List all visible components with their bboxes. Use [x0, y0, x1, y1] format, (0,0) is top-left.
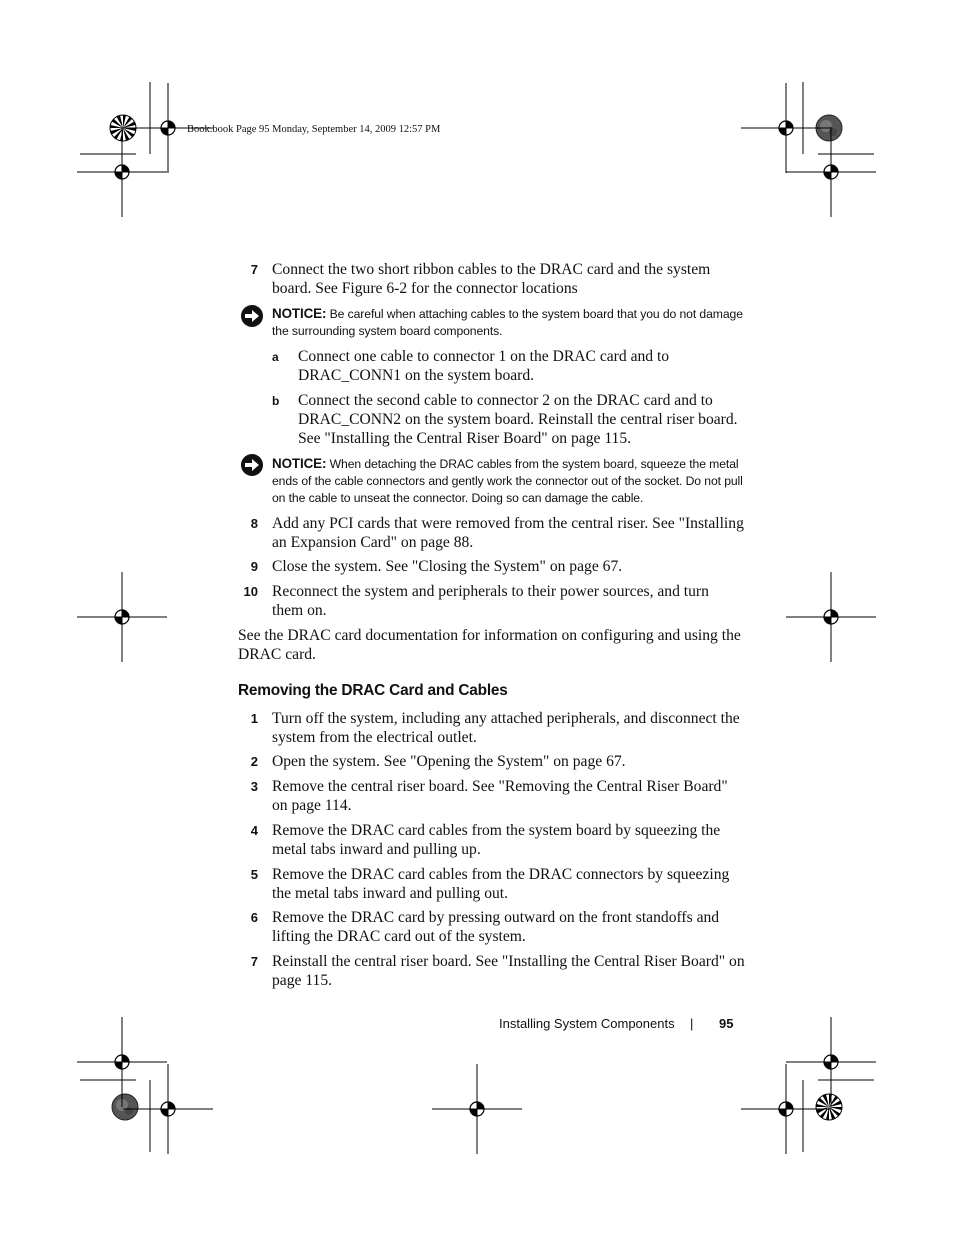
- step-number: 1: [250, 711, 258, 726]
- section-heading: Removing the DRAC Card and Cables: [238, 682, 508, 699]
- step-number: 3: [250, 779, 258, 794]
- step-number: 7: [250, 262, 258, 277]
- step-number: 7: [250, 954, 258, 969]
- footer-section-title: Installing System Components: [499, 1016, 675, 1031]
- step-number: 6: [250, 910, 258, 925]
- step-number: 8: [250, 516, 258, 531]
- step-text: Remove the DRAC card by pressing outward on the front standoffs and lifting the DRAC card out of the system.: [272, 909, 720, 945]
- step-text: Remove the DRAC card cables from the DRAC connectors by squeezing the metal tabs inward and pulling out.: [272, 866, 730, 902]
- body-paragraph: See the DRAC card documentation for information on configuring and using the DRAC card.: [238, 627, 741, 663]
- footer-separator: |: [690, 1016, 694, 1031]
- step-text: Open the system. See "Opening the System" on page 67.: [272, 753, 626, 770]
- step-number: 2: [250, 754, 258, 769]
- notice-label: NOTICE:: [272, 306, 327, 321]
- notice-2: [272, 455, 747, 507]
- notice-icon: [240, 453, 264, 477]
- step-text: Reinstall the central riser board. See "Installing the Central Riser Board" on page 115.: [272, 953, 745, 989]
- notice-text: Be careful when attaching cables to the system board that you do not damage the surrounding system board components.: [272, 307, 743, 338]
- step-text: Close the system. See "Closing the System" on page 67.: [272, 558, 623, 575]
- substep-letter: b: [272, 394, 280, 408]
- step-text: Connect the two short ribbon cables to the DRAC card and the system board. See Figure 6-2 for the connector locations: [272, 261, 711, 297]
- notice-label: NOTICE:: [272, 456, 327, 471]
- step-text: Remove the DRAC card cables from the system board by squeezing the metal tabs inward and pulling up.: [272, 822, 721, 858]
- step-number: 4: [250, 823, 258, 838]
- page-number: 95: [719, 1016, 734, 1031]
- step-number: 5: [250, 867, 258, 882]
- notice-text: When detaching the DRAC cables from the system board, squeeze the metal ends of the cable connectors and gently work the connector out of the socket. Do not pull on the cable to unseat the connector. Doing so can damage the cable.: [272, 457, 743, 505]
- step-text: Turn off the system, including any attached peripherals, and disconnect the system from the electrical outlet.: [272, 710, 740, 746]
- step-number: 10: [243, 584, 258, 599]
- notice-1: [272, 305, 747, 340]
- notice-icon: [240, 304, 264, 328]
- substep-text: Connect one cable to connector 1 on the DRAC card and to DRAC_CONN1 on the system board.: [298, 348, 670, 384]
- substep-letter: a: [272, 350, 279, 364]
- running-head: Book.book Page 95 Monday, September 14, 2009 12:57 PM: [187, 124, 441, 135]
- step-text: Add any PCI cards that were removed from the central riser. See "Installing an Expansion Card" on page 88.: [272, 515, 744, 551]
- step-text: Remove the central riser board. See "Removing the Central Riser Board" on page 114.: [272, 778, 728, 814]
- step-number: 9: [250, 559, 258, 574]
- step-text: Reconnect the system and peripherals to their power sources, and turn them on.: [272, 583, 709, 619]
- substep-text: Connect the second cable to connector 2 on the DRAC card and to DRAC_CONN2 on the system board. Reinstall the central riser board. See "Installing the Central Riser Board" on page 115.: [298, 392, 738, 447]
